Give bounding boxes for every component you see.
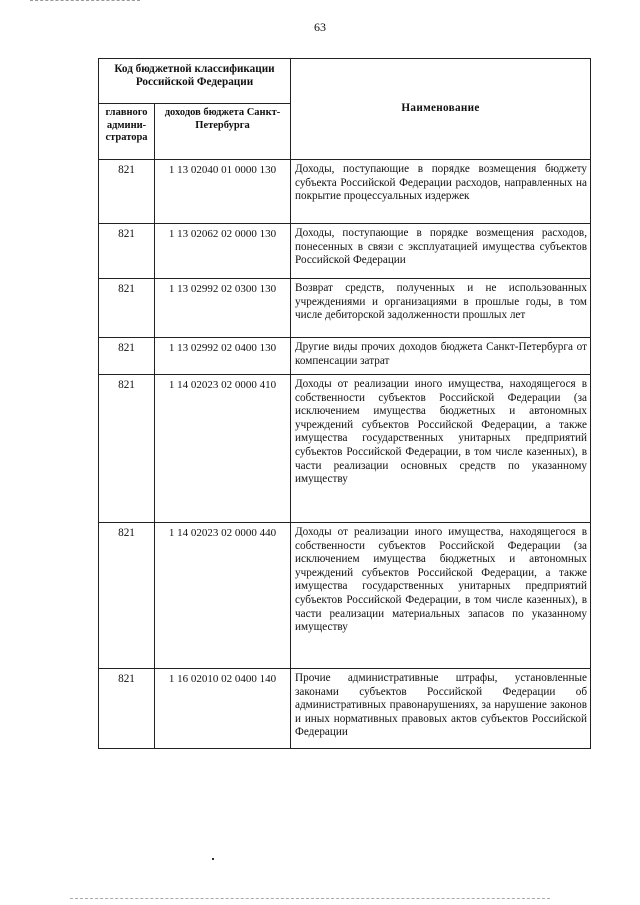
scan-artifact-top <box>30 0 140 4</box>
table-row <box>99 279 591 338</box>
income-code-cell: 1 13 02040 01 0000 130 <box>155 160 291 224</box>
income-name-cell: Доходы, поступающие в порядке возмещения расходов, понесенных в связи с эксплуатацией имущества субъектов Российской Федерации <box>291 224 591 279</box>
income-name-cell: Доходы, поступающие в порядке возмещения бюджету субъекта Российской Федерации расходов, направленных на покрытие процессуальных издержек <box>291 160 591 224</box>
table-header-row <box>99 59 591 104</box>
scan-artifact-bottom <box>70 898 550 901</box>
table-row <box>99 375 591 523</box>
income-code-cell: 1 14 02023 02 0000 410 <box>155 375 291 523</box>
income-code-cell: 1 14 02023 02 0000 440 <box>155 523 291 669</box>
table-row <box>99 669 591 749</box>
admin-code-cell: 821 <box>99 224 155 279</box>
income-name-cell: Возврат средств, полученных и не использованных учреждениями и организациями в прошлые годы, в том числе дебиторской задолженности прошлых лет <box>291 279 591 338</box>
income-code-cell: 1 13 02062 02 0000 130 <box>155 224 291 279</box>
table-row <box>99 523 591 669</box>
header-group-cell: Код бюджетной классификации Российской Федерации <box>99 59 291 104</box>
income-name-cell: Прочие административные штрафы, установленные законами субъектов Российской Федерации об административных правонарушениях, за нарушение законов и иных нормативных правовых актов субъектов Российской Федерации <box>291 669 591 749</box>
scan-artifact-dot <box>212 858 214 860</box>
income-code-cell: 1 13 02992 02 0300 130 <box>155 279 291 338</box>
table-row <box>99 338 591 375</box>
admin-code-cell: 821 <box>99 523 155 669</box>
table-row <box>99 224 591 279</box>
admin-code-cell: 821 <box>99 338 155 375</box>
header-name-cell: Наименование <box>291 59 591 160</box>
income-name-cell: Другие виды прочих доходов бюджета Санкт-Петербурга от компенсации затрат <box>291 338 591 375</box>
budget-classification-table <box>98 58 591 749</box>
admin-code-cell: 821 <box>99 669 155 749</box>
table-row <box>99 160 591 224</box>
admin-code-cell: 821 <box>99 160 155 224</box>
admin-code-cell: 821 <box>99 375 155 523</box>
header-income-cell: доходов бюджета Санкт-Петербурга <box>155 104 291 160</box>
header-admin-cell: главного админи-стратора <box>99 104 155 160</box>
income-code-cell: 1 16 02010 02 0400 140 <box>155 669 291 749</box>
page-number: 63 <box>314 20 326 34</box>
admin-code-cell: 821 <box>99 279 155 338</box>
income-code-cell: 1 13 02992 02 0400 130 <box>155 338 291 375</box>
income-name-cell: Доходы от реализации иного имущества, находящегося в собственности субъектов Российской Федерации (за исключением имущества бюджетных и автономных учреждений субъектов Российской Федерации, а также имущества государственных унитарных предприятий субъектов Российской Федерации, в том числе казенных), в части реализации материальных запасов по указанному имуществу <box>291 523 591 669</box>
income-name-cell: Доходы от реализации иного имущества, находящегося в собственности субъектов Российской Федерации (за исключением имущества бюджетных и автономных учреждений субъектов Российской Федерации, а также имущества государственных унитарных предприятий субъектов Российской Федерации, в том числе казенных), в части реализации основных средств по указанному имуществу <box>291 375 591 523</box>
